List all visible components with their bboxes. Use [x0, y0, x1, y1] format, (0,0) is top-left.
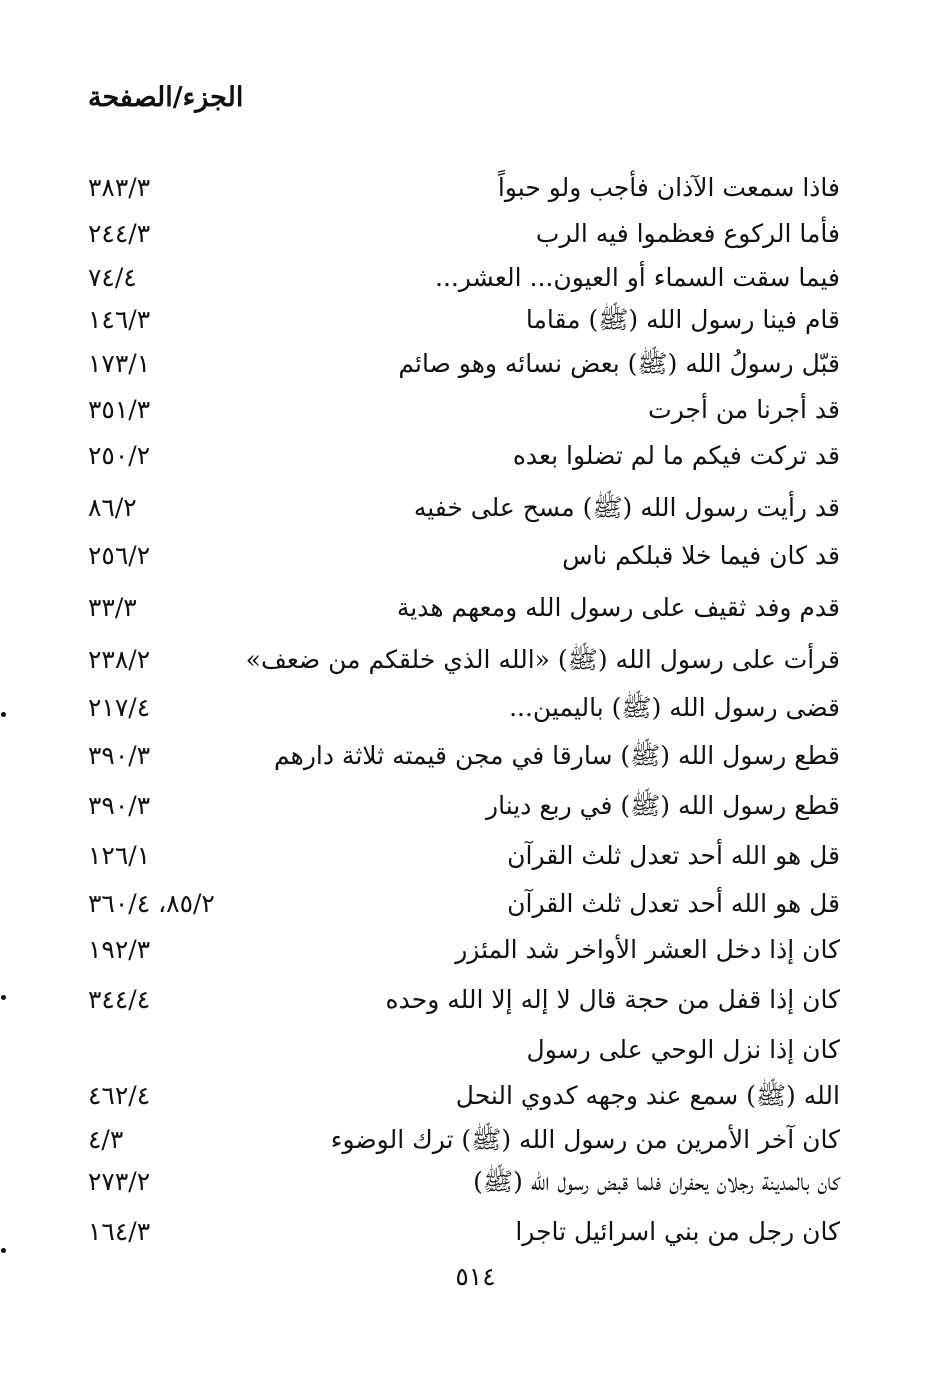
index-entry	[80, 1120, 840, 1160]
index-entry	[80, 258, 840, 298]
index-entry	[80, 300, 840, 340]
index-entry	[80, 786, 840, 826]
entry-reference: ٣٩٠/٣	[88, 791, 151, 820]
index-entry	[80, 436, 840, 476]
entry-reference: ٢٤٤/٣	[88, 219, 151, 248]
entry-reference: ١٦٤/٣	[88, 1217, 151, 1246]
entry-reference: ٣٩٠/٣	[88, 741, 151, 770]
index-entry	[80, 344, 840, 384]
index-entry	[80, 736, 840, 776]
entry-text: كان رجل من بني اسرائيل تاجرا	[515, 1217, 840, 1246]
entry-reference: ٢٣٨/٢	[88, 645, 151, 674]
entry-text: قرأت على رسول الله (ﷺ) «الله الذي خلقكم من ضعف»	[245, 645, 840, 674]
entry-text: قد كان فيما خلا قبلكم ناس	[562, 541, 840, 570]
entry-reference: ٨٥/٢، ٣٦٠/٤	[88, 889, 215, 918]
entry-reference: ٢٥٦/٢	[88, 541, 151, 570]
entry-reference: ٣٣/٣	[88, 593, 137, 622]
entry-reference: ٤/٣	[88, 1125, 124, 1154]
index-entry	[80, 1030, 840, 1070]
entry-reference: ١٩٢/٣	[88, 935, 151, 964]
entry-text: كان بالمدينة رجلان يحفران فلما قبض رسول الله (ﷺ)	[473, 1167, 840, 1196]
entry-reference: ٢٧٣/٢	[88, 1167, 151, 1196]
entry-text: قل هو الله أحد تعدل ثلث القرآن	[507, 841, 840, 870]
scan-speck	[1, 995, 6, 1000]
index-entry	[80, 168, 840, 208]
page-number: ٥١٤	[455, 1262, 496, 1291]
entry-reference: ١٧٣/١	[88, 349, 151, 378]
column-header: الجزء/الصفحة	[88, 82, 244, 113]
entry-reference: ٣٥١/٣	[88, 395, 151, 424]
entry-text: قبّل رسولُ الله (ﷺ) بعض نسائه وهو صائم	[398, 349, 840, 378]
entry-text: قطع رسول الله (ﷺ) سارقا في مجن قيمته ثلاثة دارهم	[274, 741, 840, 770]
entry-reference: ٣٤٤/٤	[88, 985, 151, 1014]
index-entry	[80, 536, 840, 576]
index-entry	[80, 884, 840, 924]
entry-reference: ٧٤/٤	[88, 263, 137, 292]
entry-reference: ١٤٦/٣	[88, 305, 151, 334]
index-entry	[80, 980, 840, 1020]
index-entry	[80, 930, 840, 970]
entry-text: كان إذا دخل العشر الأواخر شد المئزر	[455, 935, 840, 964]
index-entry	[80, 688, 840, 728]
entry-text: كان إذا قفل من حجة قال لا إله إلا الله وحده	[385, 985, 840, 1014]
entry-text: قضى رسول الله (ﷺ) باليمين...	[509, 693, 840, 722]
entry-text: قد أجرنا من أجرت	[648, 395, 840, 424]
scan-speck	[1, 712, 6, 717]
entry-text: فأما الركوع فعظموا فيه الرب	[535, 219, 840, 248]
index-entry	[80, 588, 840, 628]
entry-text: قد تركت فيكم ما لم تضلوا بعده	[512, 441, 840, 470]
entry-reference: ٢١٧/٤	[88, 693, 151, 722]
entry-text: قل هو الله أحد تعدل ثلث القرآن	[507, 889, 840, 918]
index-entry	[80, 836, 840, 876]
index-entry	[80, 1076, 840, 1116]
entry-text: كان إذا نزل الوحي على رسول	[526, 1035, 840, 1064]
index-entry	[80, 640, 840, 680]
entry-text: فاذا سمعت الآذان فأجب ولو حبواً	[497, 173, 840, 202]
entry-reference: ١٢٦/١	[88, 841, 151, 870]
entry-text: قطع رسول الله (ﷺ) في ربع دينار	[486, 791, 840, 820]
entry-reference: ٣٨٣/٣	[88, 173, 151, 202]
index-entry	[80, 1212, 840, 1252]
entry-text: قدم وفد ثقيف على رسول الله ومعهم هدية	[396, 593, 840, 622]
entry-text: كان آخر الأمرين من رسول الله (ﷺ) ترك الوضوء	[330, 1125, 840, 1154]
entry-reference: ٢٥٠/٢	[88, 441, 151, 470]
index-entry	[80, 488, 840, 528]
entry-text: فيما سقت السماء أو العيون... العشر...	[435, 263, 840, 292]
entry-reference: ٨٦/٢	[88, 493, 137, 522]
index-entry	[80, 214, 840, 254]
entry-text: قام فينا رسول الله (ﷺ) مقاما	[525, 305, 840, 334]
entry-text: الله (ﷺ) سمع عند وجهه كدوي النحل	[455, 1081, 840, 1110]
scan-speck	[1, 1248, 6, 1253]
index-entry	[80, 390, 840, 430]
entry-text: قد رأيت رسول الله (ﷺ) مسح على خفيه	[413, 493, 840, 522]
entry-reference: ٤٦٢/٤	[88, 1081, 151, 1110]
index-entry	[80, 1162, 840, 1202]
